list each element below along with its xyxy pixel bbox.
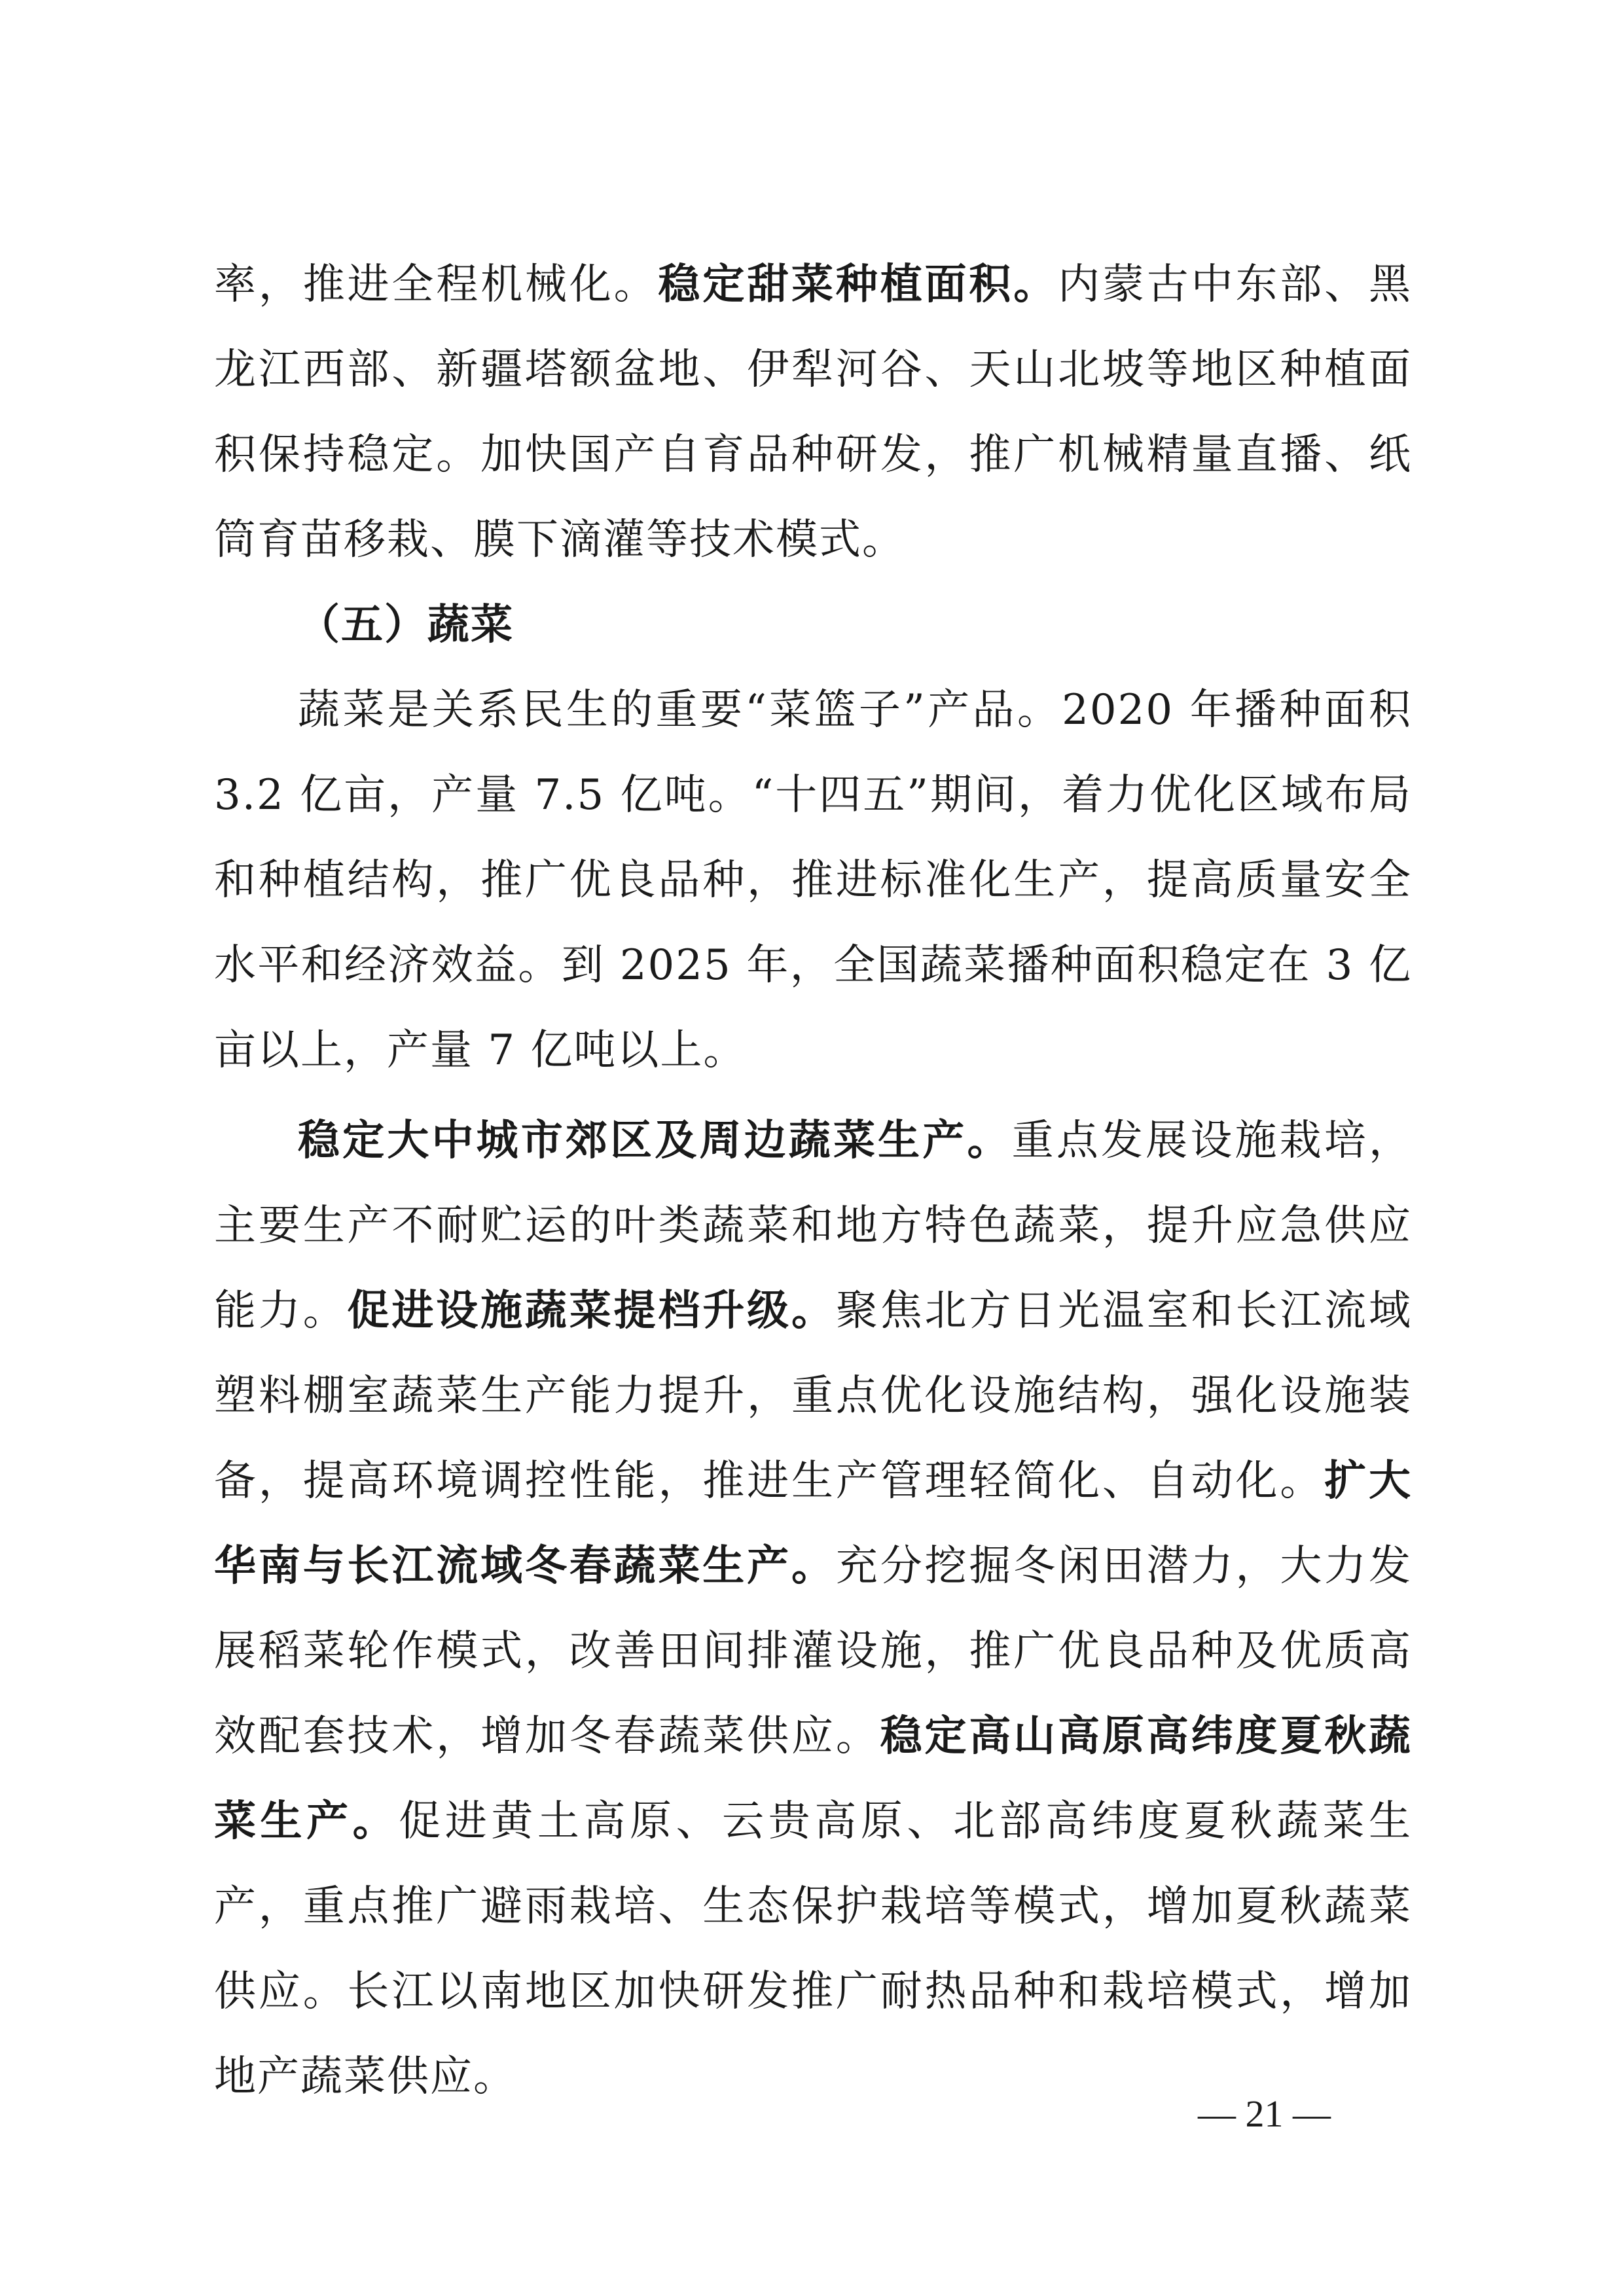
- bold-lead-phrase: 稳定大中城市郊区及周边蔬菜生产。: [298, 1117, 1012, 1165]
- body-text: [214, 242, 1412, 2119]
- text-segment: 重点发展设施栽培，主要生产不耐贮运的叶类蔬菜和地方特色蔬菜，提升应急供应能力。: [214, 1117, 1413, 1335]
- text-segment: 内蒙古中东部、黑龙江西部、新疆塔额盆地、伊犁河谷、天山北坡等地区种植面积保持稳定。加快国产自育品种研发，推广机械精量直播、纸筒育苗移栽、膜下滴灌等技术模式。: [214, 260, 1413, 564]
- paragraph-vegetables-measures: [214, 1098, 1412, 2119]
- paragraph-sugar-beet: [214, 242, 1412, 583]
- text-segment: 充分挖掘冬闲田潜力，大力发展稻菜轮作模式，改善田间排灌设施，推广优良品种及优质高效配套技术，增加冬春蔬菜供应。: [214, 1542, 1413, 1761]
- section-heading-vegetables: （五）蔬菜: [298, 601, 514, 649]
- bold-lead-phrase: 稳定甜菜种植面积。: [658, 260, 1058, 309]
- text-segment: 聚焦北方日光温室和长江流域塑料棚室蔬菜生产能力提升，重点优化设施结构，强化设施装备，提高环境调控性能，推进生产管理轻简化、自动化。: [214, 1287, 1413, 1505]
- text-segment: 促进黄土高原、云贵高原、北部高纬度夏秋蔬菜生产，重点推广避雨栽培、生态保护栽培等模式，增加夏秋蔬菜供应。长江以南地区加快研发推广耐热品种和栽培模式，增加地产蔬菜供应。: [214, 1797, 1413, 2101]
- text-segment: 率，推进全程机械化。: [214, 260, 659, 309]
- bold-lead-phrase: 扩大华南与长江流域冬春蔬菜生产。: [214, 1457, 1413, 1590]
- bold-lead-phrase: 促进设施蔬菜提档升级。: [347, 1287, 836, 1335]
- paragraph-vegetables-overview: 蔬菜是关系民生的重要“菜篮子”产品。2020 年播种面积 3.2 亿亩，产量 7.5 亿吨。“十四五”期间，着力优化区域布局和种植结构，推广优良品种，推进标准化生产，提高质量安全水平和经济效益。到 2025 年，全国蔬菜播种面积稳定在 3 亿亩以上，产量 7 亿吨以上。: [214, 686, 1412, 1075]
- page-number: — 21 —: [1198, 2092, 1331, 2135]
- bold-lead-phrase: 稳定高山高原高纬度夏秋蔬菜生产。: [214, 1712, 1413, 1846]
